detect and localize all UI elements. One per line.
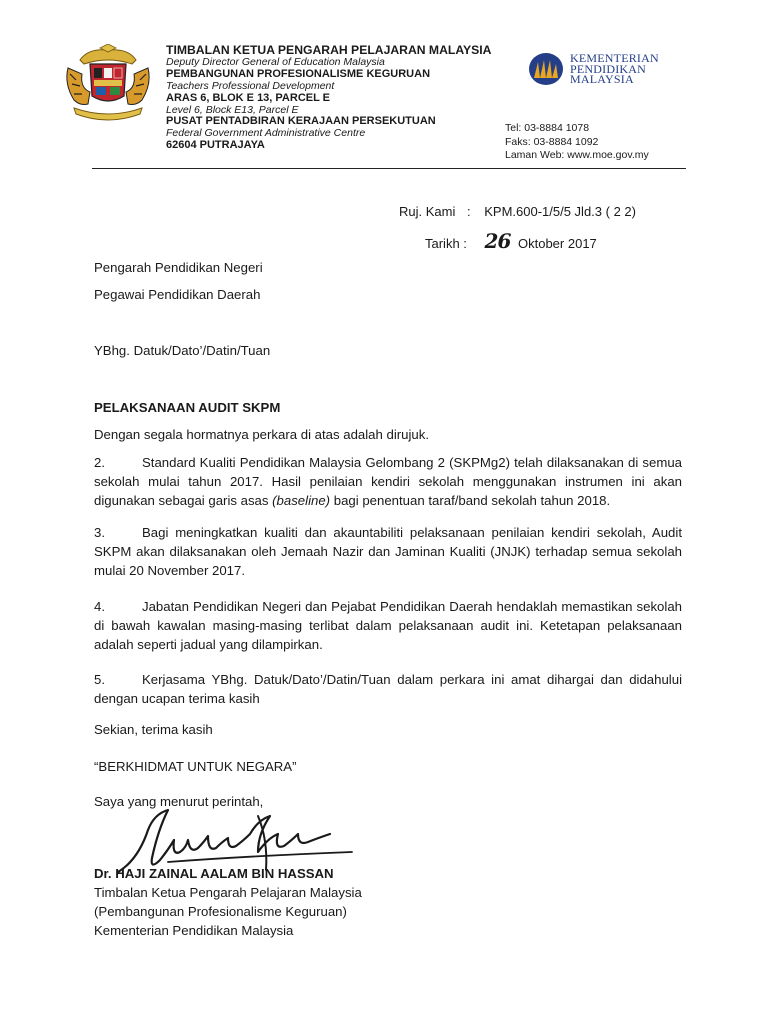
paragraph-4-text: Jabatan Pendidikan Negeri dan Pejabat Pendidikan Daerah hendaklah memastikan sekolah di bawah kawalan masing-masing terlibat dalam pelaksanaan audit ini. Ketetapan pelaksanaan adalah seperti jadual yang dilampirkan.	[94, 599, 682, 652]
paragraph-4	[94, 597, 682, 654]
date-month-year: Oktober 2017	[518, 236, 597, 251]
opening-sentence: Dengan segala hormatnya perkara di atas adalah dirujuk.	[94, 427, 430, 442]
telephone: Tel: 03-8884 1078	[505, 122, 590, 134]
reference-separator: :	[466, 204, 471, 219]
closing-thanks: Sekian, terima kasih	[94, 722, 213, 737]
paragraph-2-text-b: bagi penentuan taraf/band sekolah tahun 2018.	[330, 493, 611, 508]
reference-line	[399, 204, 636, 219]
date-label: Tarikh :	[425, 236, 467, 251]
address-line-1-english: Level 6, Block E13, Parcel E	[166, 103, 299, 116]
fax: Faks: 03-8884 1092	[505, 135, 599, 148]
signatory-title-3: Kementerian Pendidikan Malaysia	[94, 923, 294, 938]
office-title: TIMBALAN KETUA PENGARAH PELAJARAN MALAYSIA	[166, 43, 492, 57]
division-name: PEMBANGUNAN PROFESIONALISME KEGURUAN	[166, 67, 431, 80]
division-name-english: Teachers Professional Development	[166, 79, 335, 92]
signatory-name: Dr. HAJI ZAINAL AALAM BIN HASSAN	[94, 866, 334, 881]
paragraph-3	[94, 523, 682, 580]
coat-of-arms-logo	[60, 44, 156, 124]
date-line	[425, 229, 597, 253]
closing-obedient: Saya yang menurut perintah,	[94, 794, 264, 809]
salutation: YBhg. Datuk/Dato’/Datin/Tuan	[94, 343, 271, 358]
date-day-handwritten: 26	[484, 229, 511, 253]
website: Laman Web: www.moe.gov.my	[505, 149, 649, 161]
signatory-title-2: (Pembangunan Profesionalisme Keguruan)	[94, 904, 347, 919]
paragraph-5-text: Kerjasama YBhg. Datuk/Dato’/Datin/Tuan dalam perkara ini amat dihargai dan didahului dengan ucapan terima kasih	[94, 672, 682, 706]
motto: “BERKHIDMAT UNTUK NEGARA”	[94, 759, 297, 774]
postcode-city: 62604 PUTRAJAYA	[166, 139, 265, 152]
letterhead-address	[166, 45, 526, 152]
address-line-2-english: Federal Government Administrative Centre	[166, 127, 366, 140]
subject-heading: PELAKSANAAN AUDIT SKPM	[94, 400, 281, 415]
ministry-line-2: PENDIDIKAN	[570, 61, 646, 76]
reference-label: Ruj. Kami	[399, 204, 456, 219]
paragraph-5	[94, 670, 682, 708]
ministry-wordmark	[570, 53, 659, 85]
paragraph-3-number: 3.	[94, 525, 105, 540]
ministry-logo	[528, 52, 564, 86]
office-title-english: Deputy Director General of Education Malaysia	[166, 55, 385, 68]
paragraph-5-number: 5.	[94, 672, 105, 687]
address-line-2: PUSAT PENTADBIRAN KERAJAAN PERSEKUTUAN	[166, 115, 436, 128]
contact-details	[505, 122, 649, 163]
paragraph-2-text-a: Standard Kualiti Pendidikan Malaysia Gelombang 2 (SKPMg2) telah dilaksanakan di semua sekolah mulai tahun 2017. Hasil penilaian kendiri sekolah menggunakan instrumen ini akan digunakan sebagai garis asas	[94, 455, 682, 508]
paragraph-4-number: 4.	[94, 599, 105, 614]
ministry-line-1: KEMENTERIAN	[570, 51, 659, 65]
paragraph-2	[94, 453, 682, 510]
recipient-2: Pegawai Pendidikan Daerah	[94, 287, 261, 302]
letterhead-divider	[92, 168, 686, 169]
address-line-1: ARAS 6, BLOK E 13, PARCEL E	[166, 91, 331, 104]
ministry-line-3: MALAYSIA	[570, 72, 634, 86]
signatory-title-1: Timbalan Ketua Pengarah Pelajaran Malaysia	[94, 885, 362, 900]
paragraph-2-number: 2.	[94, 455, 105, 470]
reference-number: KPM.600-1/5/5 Jld.3 ( 2 2)	[484, 204, 636, 219]
paragraph-2-italic: (baseline)	[272, 493, 331, 508]
recipient-1: Pengarah Pendidikan Negeri	[94, 260, 263, 275]
paragraph-3-text: Bagi meningkatkan kualiti dan akauntabiliti pelaksanaan penilaian kendiri sekolah, Audit SKPM akan dilaksanakan oleh Jemaah Nazir dan Jaminan Kualiti (JNJK) terhadap semua sekolah mulai 20 November 2017.	[94, 525, 682, 578]
